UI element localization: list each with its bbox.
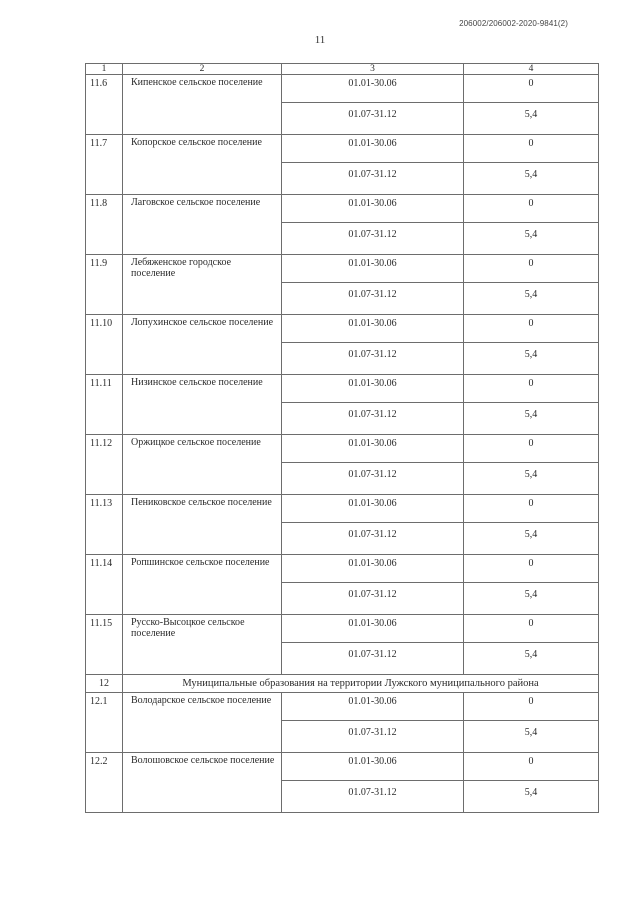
table-header-row [86, 64, 599, 75]
period-first-half: 01.01-30.06 [282, 555, 464, 583]
table-row [86, 495, 599, 523]
row-number: 11.12 [86, 435, 123, 495]
table-row [86, 615, 599, 643]
period-second-half: 01.07-31.12 [282, 523, 464, 555]
value-first-half: 0 [464, 75, 599, 103]
table-row [86, 75, 599, 103]
period-second-half: 01.07-31.12 [282, 781, 464, 813]
value-first-half: 0 [464, 315, 599, 343]
row-number: 11.7 [86, 135, 123, 195]
value-second-half: 5,4 [464, 781, 599, 813]
table-row [86, 555, 599, 583]
value-first-half: 0 [464, 615, 599, 643]
table-row [86, 753, 599, 781]
value-first-half: 0 [464, 693, 599, 721]
column-header: 3 [282, 64, 464, 75]
value-second-half: 5,4 [464, 403, 599, 435]
period-second-half: 01.07-31.12 [282, 403, 464, 435]
period-second-half: 01.07-31.12 [282, 583, 464, 615]
tariff-table [85, 63, 599, 813]
settlement-name: Низинское сельское поселение [123, 375, 282, 435]
table-row [86, 693, 599, 721]
document-id: 206002/206002-2020-9841(2) [459, 19, 568, 28]
section-row [86, 675, 599, 693]
period-second-half: 01.07-31.12 [282, 463, 464, 495]
value-first-half: 0 [464, 435, 599, 463]
period-first-half: 01.01-30.06 [282, 195, 464, 223]
row-number: 11.10 [86, 315, 123, 375]
section-number: 12 [86, 675, 123, 693]
value-first-half: 0 [464, 255, 599, 283]
settlement-name: Лебяженское городское поселение [123, 255, 282, 315]
period-second-half: 01.07-31.12 [282, 643, 464, 675]
table-row [86, 375, 599, 403]
column-header: 1 [86, 64, 123, 75]
row-number: 12.2 [86, 753, 123, 813]
row-number: 12.1 [86, 693, 123, 753]
value-second-half: 5,4 [464, 721, 599, 753]
period-second-half: 01.07-31.12 [282, 223, 464, 255]
settlement-name: Ропшинское сельское поселение [123, 555, 282, 615]
period-first-half: 01.01-30.06 [282, 75, 464, 103]
value-first-half: 0 [464, 195, 599, 223]
column-header: 4 [464, 64, 599, 75]
value-second-half: 5,4 [464, 523, 599, 555]
row-number: 11.6 [86, 75, 123, 135]
value-second-half: 5,4 [464, 163, 599, 195]
settlement-name: Оржицкое сельское поселение [123, 435, 282, 495]
period-second-half: 01.07-31.12 [282, 103, 464, 135]
settlement-name: Волошовское сельское поселение [123, 753, 282, 813]
table-row [86, 315, 599, 343]
row-number: 11.13 [86, 495, 123, 555]
row-number: 11.14 [86, 555, 123, 615]
table-row [86, 135, 599, 163]
settlement-name: Лопухинское сельское поселение [123, 315, 282, 375]
period-first-half: 01.01-30.06 [282, 495, 464, 523]
value-first-half: 0 [464, 555, 599, 583]
page-number: 11 [314, 34, 326, 46]
period-second-half: 01.07-31.12 [282, 163, 464, 195]
period-first-half: 01.01-30.06 [282, 135, 464, 163]
value-first-half: 0 [464, 753, 599, 781]
period-first-half: 01.01-30.06 [282, 615, 464, 643]
settlement-name: Русско-Высоцкое сельское поселение [123, 615, 282, 675]
value-second-half: 5,4 [464, 103, 599, 135]
period-second-half: 01.07-31.12 [282, 721, 464, 753]
period-first-half: 01.01-30.06 [282, 375, 464, 403]
row-number: 11.9 [86, 255, 123, 315]
value-first-half: 0 [464, 375, 599, 403]
settlement-name: Лаговское сельское поселение [123, 195, 282, 255]
settlement-name: Пениковское сельское поселение [123, 495, 282, 555]
settlement-name: Кипенское сельское поселение [123, 75, 282, 135]
value-second-half: 5,4 [464, 463, 599, 495]
table-row [86, 255, 599, 283]
section-title: Муниципальные образования на территории Лужского муниципального района [123, 675, 599, 693]
value-second-half: 5,4 [464, 643, 599, 675]
period-first-half: 01.01-30.06 [282, 753, 464, 781]
row-number: 11.8 [86, 195, 123, 255]
value-second-half: 5,4 [464, 583, 599, 615]
row-number: 11.11 [86, 375, 123, 435]
period-second-half: 01.07-31.12 [282, 283, 464, 315]
period-first-half: 01.01-30.06 [282, 693, 464, 721]
column-header: 2 [123, 64, 282, 75]
settlement-name: Копорское сельское поселение [123, 135, 282, 195]
period-first-half: 01.01-30.06 [282, 255, 464, 283]
period-first-half: 01.01-30.06 [282, 435, 464, 463]
table-row [86, 435, 599, 463]
value-second-half: 5,4 [464, 283, 599, 315]
row-number: 11.15 [86, 615, 123, 675]
table-row [86, 195, 599, 223]
period-first-half: 01.01-30.06 [282, 315, 464, 343]
value-first-half: 0 [464, 135, 599, 163]
period-second-half: 01.07-31.12 [282, 343, 464, 375]
settlement-name: Володарское сельское поселение [123, 693, 282, 753]
value-second-half: 5,4 [464, 223, 599, 255]
value-second-half: 5,4 [464, 343, 599, 375]
value-first-half: 0 [464, 495, 599, 523]
